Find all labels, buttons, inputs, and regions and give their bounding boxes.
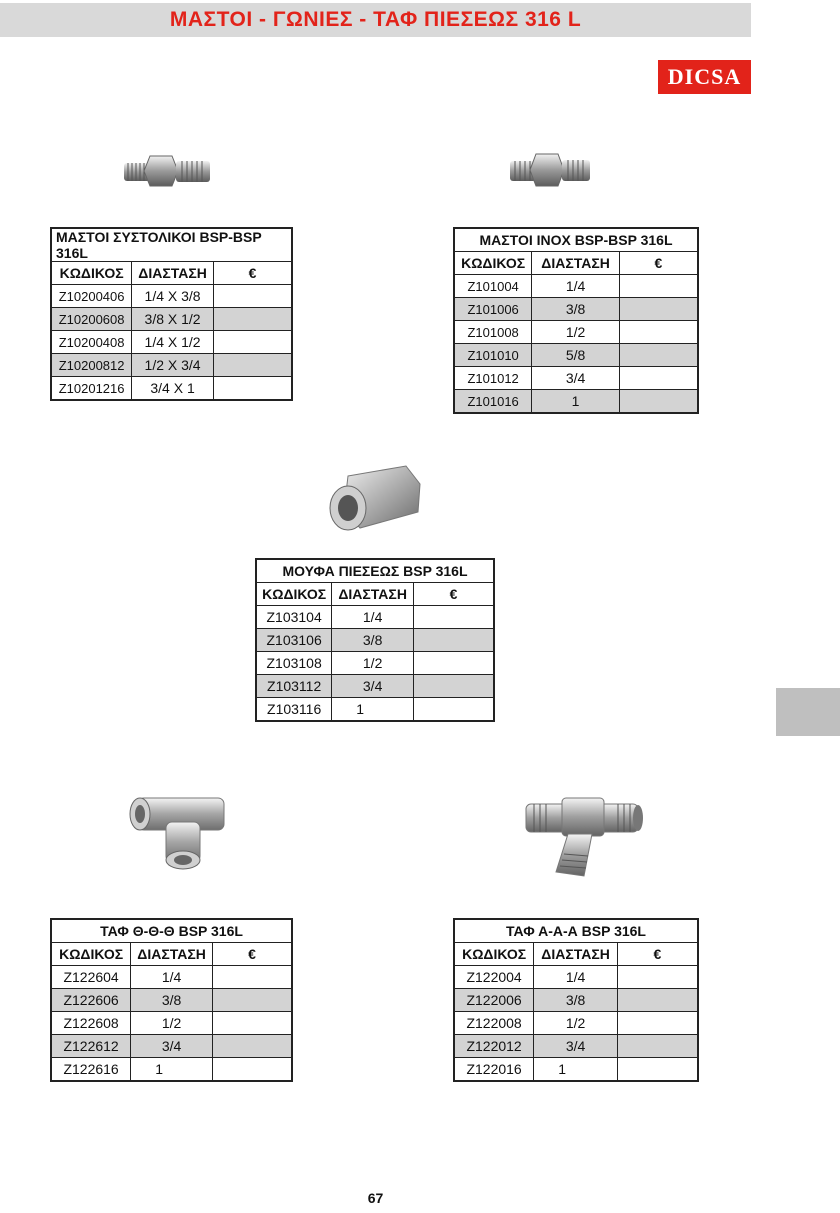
table-row <box>51 989 292 1012</box>
price-table-reducing-nipples <box>50 227 293 401</box>
table-row <box>51 354 292 377</box>
table-title: ΤΑΦ Θ-Θ-Θ BSP 316L <box>51 919 292 943</box>
table-row <box>256 629 494 652</box>
product-dimension: 1/4 <box>534 966 618 989</box>
price-cell <box>414 629 495 652</box>
price-cell <box>213 285 292 308</box>
column-header-dimension: ΔΙΑΣΤΑΣΗ <box>534 943 618 966</box>
column-header-code: ΚΩΔΙΚΟΣ <box>51 262 132 285</box>
table-row <box>454 1012 698 1035</box>
table-row <box>51 285 292 308</box>
product-code: Z122004 <box>454 966 534 989</box>
column-header-price: € <box>212 943 292 966</box>
table-row <box>51 1012 292 1035</box>
page-number: 67 <box>367 1190 384 1206</box>
price-cell <box>213 331 292 354</box>
product-dimension: 1 <box>332 698 414 722</box>
table-row <box>256 698 494 722</box>
column-header-dimension: ΔΙΑΣΤΑΣΗ <box>332 583 414 606</box>
product-code: Z122606 <box>51 989 131 1012</box>
product-code: Z101010 <box>454 344 532 367</box>
price-cell <box>212 1058 292 1082</box>
product-code: Z10200408 <box>51 331 132 354</box>
price-cell <box>213 308 292 331</box>
tee-male-image <box>522 796 644 882</box>
table-title: ΜΑΣΤΟΙ INOX BSP-BSP 316L <box>454 228 698 252</box>
reducing-nipple-image <box>122 150 214 192</box>
price-cell <box>212 1035 292 1058</box>
price-cell <box>617 966 698 989</box>
table-title: ΜΑΣΤΟΙ ΣΥΣΤΟΛΙΚΟΙ BSP-BSP 316L <box>51 228 292 262</box>
column-header-dimension: ΔΙΑΣΤΑΣΗ <box>532 252 620 275</box>
column-header-price: € <box>213 262 292 285</box>
price-cell <box>619 275 698 298</box>
table-row <box>256 606 494 629</box>
product-code: Z103112 <box>256 675 332 698</box>
product-dimension: 3/8 <box>131 989 213 1012</box>
product-code: Z103106 <box>256 629 332 652</box>
product-dimension: 1 <box>131 1058 213 1082</box>
product-dimension: 3/8 <box>332 629 414 652</box>
column-header-price: € <box>414 583 495 606</box>
product-code: Z122016 <box>454 1058 534 1082</box>
table-row <box>454 966 698 989</box>
product-dimension: 3/4 <box>131 1035 213 1058</box>
header-bar <box>0 3 751 37</box>
product-code: Z103108 <box>256 652 332 675</box>
product-code: Z10200608 <box>51 308 132 331</box>
product-code: Z10200812 <box>51 354 132 377</box>
price-cell <box>212 1012 292 1035</box>
product-code: Z101004 <box>454 275 532 298</box>
product-dimension: 3/4 <box>534 1035 618 1058</box>
product-code: Z101008 <box>454 321 532 344</box>
table-row <box>51 377 292 401</box>
product-code: Z103104 <box>256 606 332 629</box>
product-dimension: 1/4 <box>332 606 414 629</box>
table-row <box>454 298 698 321</box>
product-dimension: 1/4 <box>532 275 620 298</box>
page-title: ΜΑΣΤΟΙ - ΓΩΝΙΕΣ - ΤΑΦ ΠΙΕΣΕΩΣ 316 L <box>169 8 582 31</box>
price-cell <box>213 377 292 401</box>
table-row <box>256 652 494 675</box>
product-dimension: 1 <box>532 390 620 414</box>
price-cell <box>619 321 698 344</box>
price-cell <box>617 1035 698 1058</box>
table-row <box>256 675 494 698</box>
product-dimension: 3/4 X 1 <box>132 377 214 401</box>
product-code: Z101012 <box>454 367 532 390</box>
table-row <box>51 331 292 354</box>
table-title: ΤΑΦ Α-Α-Α BSP 316L <box>454 919 698 943</box>
product-dimension: 1 <box>534 1058 618 1082</box>
price-cell <box>414 652 495 675</box>
column-header-code: ΚΩΔΙΚΟΣ <box>454 943 534 966</box>
table-row <box>51 1058 292 1082</box>
product-code: Z122612 <box>51 1035 131 1058</box>
product-code: Z122012 <box>454 1035 534 1058</box>
price-cell <box>619 344 698 367</box>
column-header-price: € <box>617 943 698 966</box>
table-row <box>454 367 698 390</box>
price-cell <box>617 989 698 1012</box>
price-cell <box>617 1058 698 1082</box>
price-cell <box>213 354 292 377</box>
product-code: Z122008 <box>454 1012 534 1035</box>
column-header-code: ΚΩΔΙΚΟΣ <box>51 943 131 966</box>
product-dimension: 1/2 X 3/4 <box>132 354 214 377</box>
inox-nipple-image <box>508 150 592 190</box>
product-dimension: 1/4 <box>131 966 213 989</box>
brand-logo: DICSA <box>658 60 751 94</box>
table-row <box>454 989 698 1012</box>
product-dimension: 1/2 <box>131 1012 213 1035</box>
product-code: Z10200406 <box>51 285 132 308</box>
column-header-code: ΚΩΔΙΚΟΣ <box>454 252 532 275</box>
product-code: Z122608 <box>51 1012 131 1035</box>
price-cell <box>212 989 292 1012</box>
price-table-inox-nipples <box>453 227 699 414</box>
product-code: Z103116 <box>256 698 332 722</box>
table-row <box>51 308 292 331</box>
price-table-tee-female <box>50 918 293 1082</box>
product-code: Z122604 <box>51 966 131 989</box>
product-dimension: 3/8 <box>532 298 620 321</box>
table-row <box>51 966 292 989</box>
price-cell <box>212 966 292 989</box>
product-code: Z122006 <box>454 989 534 1012</box>
tee-female-image <box>126 792 230 872</box>
product-dimension: 3/8 X 1/2 <box>132 308 214 331</box>
price-cell <box>414 698 495 722</box>
pressure-coupling-image <box>326 462 422 538</box>
product-dimension: 1/4 X 3/8 <box>132 285 214 308</box>
table-row <box>51 1035 292 1058</box>
price-table-tee-male <box>453 918 699 1082</box>
side-tab <box>776 688 840 736</box>
table-row <box>454 275 698 298</box>
price-cell <box>619 298 698 321</box>
price-cell <box>619 367 698 390</box>
product-code: Z101016 <box>454 390 532 414</box>
product-code: Z122616 <box>51 1058 131 1082</box>
price-cell <box>414 606 495 629</box>
table-row <box>454 344 698 367</box>
price-cell <box>619 390 698 414</box>
product-dimension: 1/2 <box>332 652 414 675</box>
table-title: ΜΟΥΦΑ ΠΙΕΣΕΩΣ BSP 316L <box>256 559 494 583</box>
price-cell <box>617 1012 698 1035</box>
product-dimension: 3/8 <box>534 989 618 1012</box>
product-code: Z10201216 <box>51 377 132 401</box>
column-header-code: ΚΩΔΙΚΟΣ <box>256 583 332 606</box>
product-code: Z101006 <box>454 298 532 321</box>
column-header-dimension: ΔΙΑΣΤΑΣΗ <box>132 262 214 285</box>
product-dimension: 5/8 <box>532 344 620 367</box>
table-row <box>454 321 698 344</box>
column-header-dimension: ΔΙΑΣΤΑΣΗ <box>131 943 213 966</box>
table-row <box>454 390 698 414</box>
product-dimension: 1/2 <box>532 321 620 344</box>
price-cell <box>414 675 495 698</box>
product-dimension: 3/4 <box>332 675 414 698</box>
product-dimension: 1/2 <box>534 1012 618 1035</box>
product-dimension: 3/4 <box>532 367 620 390</box>
product-dimension: 1/4 X 1/2 <box>132 331 214 354</box>
column-header-price: € <box>619 252 698 275</box>
table-row <box>454 1058 698 1082</box>
table-row <box>454 1035 698 1058</box>
price-table-pressure-coupling <box>255 558 495 722</box>
